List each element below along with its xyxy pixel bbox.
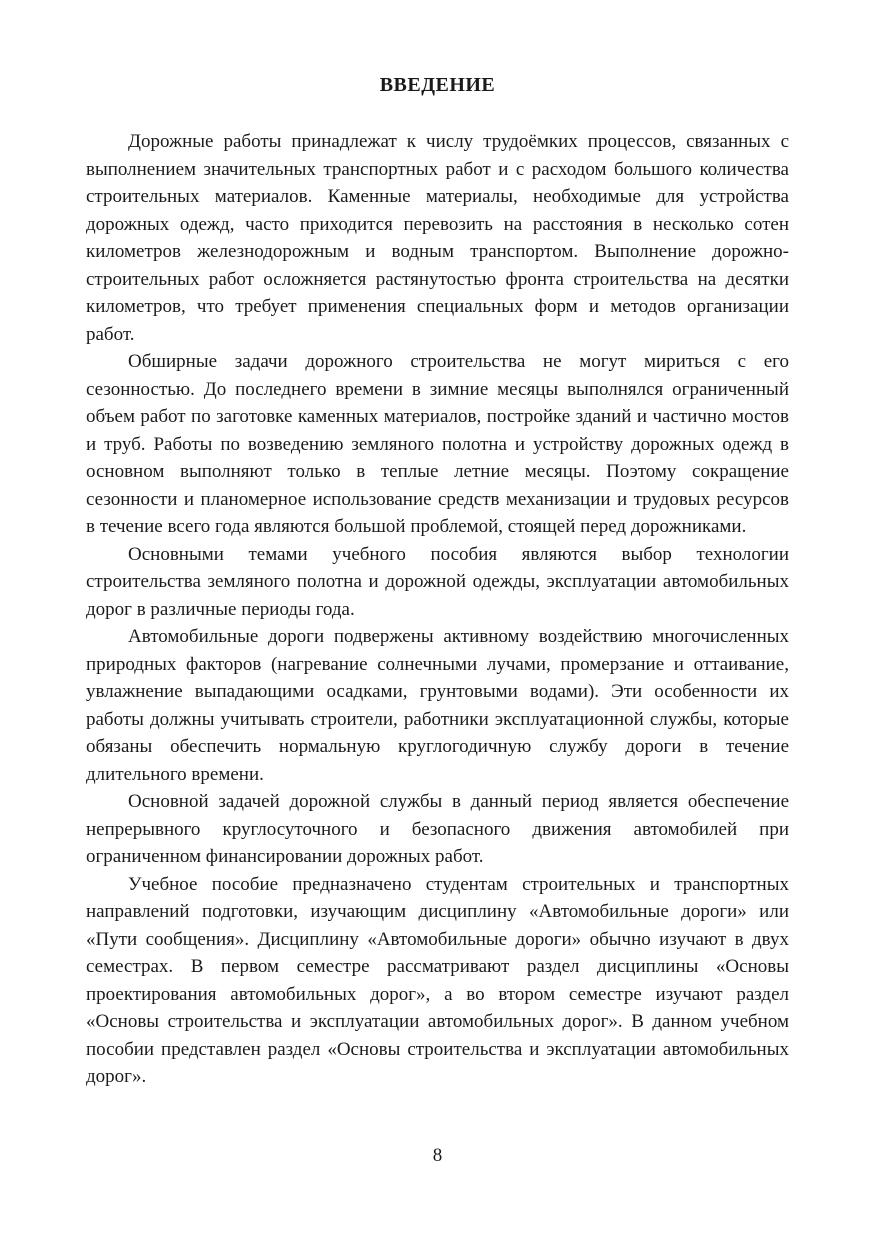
paragraph: Основной задачей дорожной службы в данный период является обеспечение непрерывного круглосуточного и безопасного движения автомобилей при ограниченном финансировании дорожных работ. (86, 791, 789, 867)
body-text (86, 128, 789, 1091)
paragraph: Автомобильные дороги подвержены активному воздействию многочисленных природных факторов (нагревание солнечными лучами, промерзание и оттаивание, увлажнение выпадающими осадками, грунтовыми водами). Эти особенности их работы должны учитывать строители, работники эксплуатационной службы, которые обязаны обеспечить нормальную круглогодичную службу дороги в течение длительного времени. (86, 626, 789, 785)
paragraph: Дорожные работы принадлежат к числу трудоёмких процессов, связанных с выполнением значительных транспортных работ и с расходом большого количества строительных материалов. Каменные материалы, необходимые для устройства дорожных одежд, часто приходится перевозить на расстояния в несколько сотен километров железнодорожным и водным транспортом. Выполнение дорожно-строительных работ осложняется растянутостью фронта строительства на десятки километров, что требует применения специальных форм и методов организации работ. (86, 131, 789, 345)
paragraph: Основными темами учебного пособия являются выбор технологии строительства земляного полотна и дорожной одежды, эксплуатации автомобильных дорог в различные периоды года. (86, 543, 789, 620)
page-title: ВВЕДЕНИЕ (379, 74, 496, 96)
page-number: 8 (432, 1145, 443, 1166)
paragraph: Учебное пособие предназначено студентам строительных и транспортных направлений подготовки, изучающим дисциплину «Автомобильные дороги» или «Пути сообщения». Дисциплину «Автомобильные дороги» обычно изучают в двух семестрах. В первом семестре рассматривают раздел дисциплины «Основы проектирования автомобильных дорог», а во втором семестре изучают раздел «Основы строительства и эксплуатации автомобильных дорог». В данном учебном пособии представлен раздел «Основы строительства и эксплуатации автомобильных дорог». (86, 873, 789, 1087)
paragraph: Обширные задачи дорожного строительства не могут мириться с его сезонностью. До последнего времени в зимние месяцы выполнялся ограниченный объем работ по заготовке каменных материалов, постройке зданий и частично мостов и труб. Работы по возведению земляного полотна и устройству дорожных одежд в основном выполняют только в теплые летние месяцы. Поэтому сокращение сезонности и планомерное использование средств механизации и трудовых ресурсов в течение всего года являются большой проблемой, стоящей перед дорожниками. (86, 351, 789, 537)
